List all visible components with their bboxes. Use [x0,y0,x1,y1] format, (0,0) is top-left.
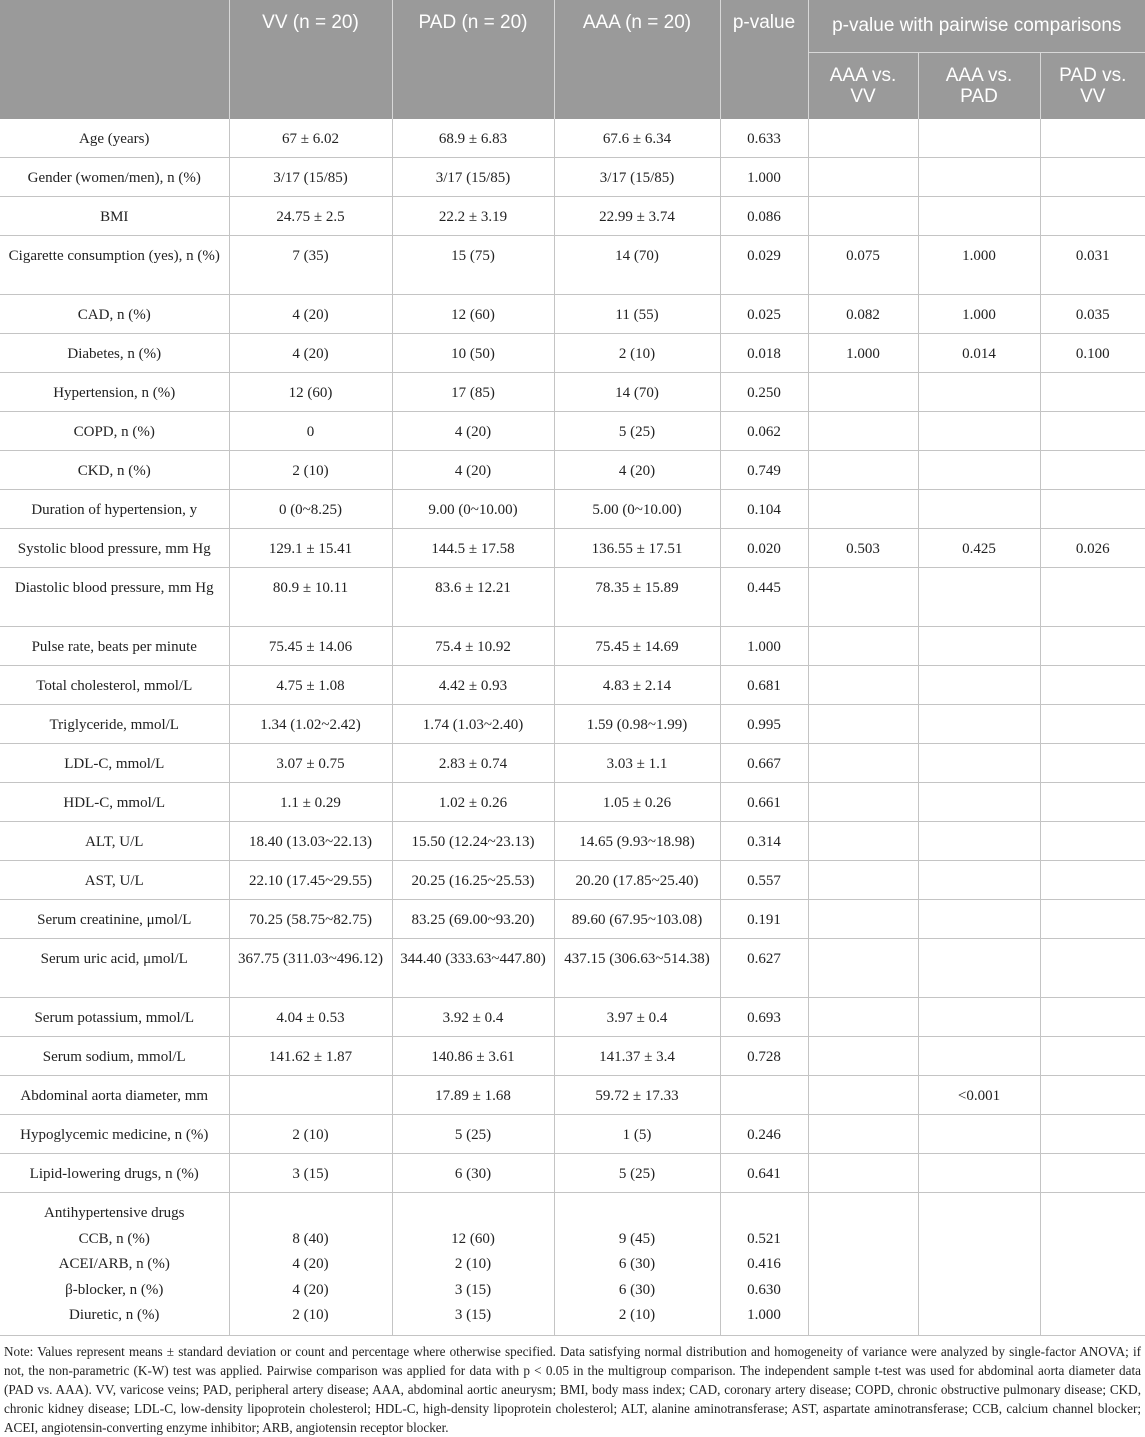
cell-vv: 70.25 (58.75~82.75) [229,900,392,939]
table-row [0,822,1145,861]
cell-aaa-vs-vv [808,783,918,822]
cell-vv: 2 (10) [229,1115,392,1154]
cell-p-value: 0.246 [720,1115,808,1154]
table-row [0,490,1145,529]
cell-pad: 144.5 ± 17.58 [392,529,554,568]
table-row [0,1037,1145,1076]
cell-aaa-vs-vv [808,1037,918,1076]
cell-p-value: 0.314 [720,822,808,861]
cell-pad-vs-vv [1040,1154,1145,1193]
table-row [0,783,1145,822]
cell-label: Gender (women/men), n (%) [0,158,229,197]
cell-aaa-vs-pad [918,1115,1040,1154]
cell-aaa-vs-vv [808,900,918,939]
cell-p-value: 1.000 [720,158,808,197]
cell-vv: 1.1 ± 0.29 [229,783,392,822]
cell-aaa [554,1193,720,1336]
cell-aaa-vs-vv [808,1115,918,1154]
table-row [0,861,1145,900]
cell-aaa-vs-vv: 0.503 [808,529,918,568]
cell-pad-vs-vv [1040,1076,1145,1115]
cell-aaa: 2 (10) [554,334,720,373]
cell-aaa-vs-pad [918,998,1040,1037]
sub-value: 3 (15) [454,1307,492,1323]
cell-pad: 12 (60) [392,295,554,334]
cell-label: COPD, n (%) [0,412,229,451]
cell-vv: 4 (20) [229,295,392,334]
cell-p-value: 0.104 [720,490,808,529]
cell-aaa: 5.00 (0~10.00) [554,490,720,529]
cell-vv [229,1193,392,1336]
sub-value: 2 (10) [618,1307,656,1323]
cell-p-value: 0.445 [720,568,808,627]
cell-aaa: 141.37 ± 3.4 [554,1037,720,1076]
cell-vv: 12 (60) [229,373,392,412]
cell-aaa-vs-pad [918,705,1040,744]
cell-label: Cigarette consumption (yes), n (%) [0,236,229,295]
cell-vv: 129.1 ± 15.41 [229,529,392,568]
cell-aaa-vs-pad: 1.000 [918,295,1040,334]
cell-pad-vs-vv [1040,1037,1145,1076]
cell-pad-vs-vv: 0.026 [1040,529,1145,568]
cell-aaa-vs-pad: 0.425 [918,529,1040,568]
cell-vv: 0 [229,412,392,451]
table-row [0,939,1145,998]
cell-aaa-vs-vv [808,822,918,861]
cell-aaa: 136.55 ± 17.51 [554,529,720,568]
cell-aaa-vs-vv [808,998,918,1037]
table-row [0,998,1145,1037]
cell-pad-vs-vv [1040,490,1145,529]
cell-aaa-vs-pad [918,197,1040,236]
cell-p-value: 0.627 [720,939,808,998]
table-row [0,744,1145,783]
cell-vv: 0 (0~8.25) [229,490,392,529]
cell-aaa-vs-vv [808,1154,918,1193]
cell-pad: 1.74 (1.03~2.40) [392,705,554,744]
cell-pad: 15.50 (12.24~23.13) [392,822,554,861]
cell-p-value: 0.062 [720,412,808,451]
cell-pad: 68.9 ± 6.83 [392,119,554,158]
cell-aaa-vs-vv [808,412,918,451]
table-row [0,334,1145,373]
table-row [0,295,1145,334]
cell-pad [392,1193,554,1336]
sub-label: β-blocker, n (%) [65,1281,164,1298]
cell-aaa-vs-vv [808,861,918,900]
cell-aaa-vs-pad: 1.000 [918,236,1040,295]
cell-pad-vs-vv [1040,783,1145,822]
antihypertensive-heading: Antihypertensive drugs [44,1205,185,1221]
cell-aaa: 14 (70) [554,373,720,412]
cell-pad: 83.25 (69.00~93.20) [392,900,554,939]
cell-aaa: 4 (20) [554,451,720,490]
cell-vv: 2 (10) [229,451,392,490]
sub-value: 0.521 [747,1230,781,1247]
cell-p-value [720,1076,808,1115]
cell-aaa-vs-vv [808,197,918,236]
cell-aaa: 1.59 (0.98~1.99) [554,705,720,744]
header-aaa-vs-vv: AAA vs. VV [808,53,918,120]
cell-pad: 6 (30) [392,1154,554,1193]
header-pairwise: p-value with pairwise comparisons [808,0,1145,53]
cell-p-value: 0.191 [720,900,808,939]
cell-pad: 20.25 (16.25~25.53) [392,861,554,900]
cell-pad: 344.40 (333.63~447.80) [392,939,554,998]
cell-aaa-vs-pad [918,1154,1040,1193]
cell-pad-vs-vv [1040,568,1145,627]
header-aaa-vs-pad: AAA vs. PAD [918,53,1040,120]
sub-value: 9 (45) [618,1230,656,1247]
header-pad-vs-vv: PAD vs. VV [1040,53,1145,120]
cell-aaa-vs-vv [808,627,918,666]
table-row [0,900,1145,939]
cell-aaa: 3.97 ± 0.4 [554,998,720,1037]
cell-pad-vs-vv: 0.100 [1040,334,1145,373]
cell-pad-vs-vv [1040,744,1145,783]
cell-aaa: 89.60 (67.95~103.08) [554,900,720,939]
cell-pad-vs-vv [1040,705,1145,744]
cell-pad: 2.83 ± 0.74 [392,744,554,783]
table-row [0,705,1145,744]
table-row [0,529,1145,568]
cell-aaa-vs-pad [918,822,1040,861]
cell-aaa-vs-vv: 1.000 [808,334,918,373]
cell-aaa-vs-pad [918,666,1040,705]
cell-label: Hypertension, n (%) [0,373,229,412]
sub-value: 8 (40) [292,1230,329,1247]
cell-aaa-vs-pad [918,900,1040,939]
cell-aaa-vs-pad [918,490,1040,529]
cell-aaa: 22.99 ± 3.74 [554,197,720,236]
cell-p-value: 0.693 [720,998,808,1037]
cell-pad-vs-vv [1040,373,1145,412]
cell-pad: 4 (20) [392,451,554,490]
cell-vv: 3/17 (15/85) [229,158,392,197]
cell-pad: 4 (20) [392,412,554,451]
cell-aaa-vs-vv [808,1076,918,1115]
cell-vv: 141.62 ± 1.87 [229,1037,392,1076]
cell-vv: 367.75 (311.03~496.12) [229,939,392,998]
cell-pad: 4.42 ± 0.93 [392,666,554,705]
cell-label: Serum creatinine, μmol/L [0,900,229,939]
cell-aaa: 3/17 (15/85) [554,158,720,197]
cell-label: Hypoglycemic medicine, n (%) [0,1115,229,1154]
cell-label: Age (years) [0,119,229,158]
cell-label: CAD, n (%) [0,295,229,334]
cell-pad: 140.86 ± 3.61 [392,1037,554,1076]
cell-vv: 75.45 ± 14.06 [229,627,392,666]
cell-aaa-vs-vv [808,451,918,490]
cell-aaa-vs-vv [808,490,918,529]
sub-value: 4 (20) [292,1281,329,1298]
cell-pad-vs-vv [1040,939,1145,998]
cell-p-value: 0.557 [720,861,808,900]
cell-vv: 4 (20) [229,334,392,373]
cell-label: Diastolic blood pressure, mm Hg [0,568,229,627]
cell-aaa: 14.65 (9.93~18.98) [554,822,720,861]
cell-aaa-vs-vv [808,373,918,412]
cell-aaa: 20.20 (17.85~25.40) [554,861,720,900]
cell-pad: 75.4 ± 10.92 [392,627,554,666]
table-row [0,1154,1145,1193]
cell-label: LDL-C, mmol/L [0,744,229,783]
cell-label: Serum uric acid, μmol/L [0,939,229,998]
cell-pad: 17 (85) [392,373,554,412]
cell-aaa: 1.05 ± 0.26 [554,783,720,822]
cell-p-value: 0.749 [720,451,808,490]
cell-pad: 5 (25) [392,1115,554,1154]
cell-vv: 4.04 ± 0.53 [229,998,392,1037]
cell-p-value: 0.020 [720,529,808,568]
table-row [0,1076,1145,1115]
cell-aaa: 4.83 ± 2.14 [554,666,720,705]
header-vv: VV (n = 20) [229,0,392,119]
header-aaa: AAA (n = 20) [554,0,720,119]
cell-pad-vs-vv: 0.031 [1040,236,1145,295]
cell-p-value: 0.025 [720,295,808,334]
cell-p-value: 0.661 [720,783,808,822]
cell-vv [229,1076,392,1115]
table-footnote: Note: Values represent means ± standard deviation or count and percentage where otherwise specified. Data satisfying normal distribution and homogeneity of variance were analyzed by single-factor ANOVA; if not, the non-parametric (K-W) test was applied. Pairwise comparison was applied for data with p < 0.05 in the multigroup comparison. The independent sample t-test was used for abdominal aorta diameter data (PAD vs. AAA). VV, varicose veins; PAD, peripheral artery disease; AAA, abdominal aortic aneurysm; BMI, body mass index; CAD, coronary artery disease; COPD, chronic obstructive pulmonary disease; CKD, chronic kidney disease; LDL-C, low-density lipoprotein cholesterol; HDL-C, high-density lipoprotein cholesterol; ALT, alanine aminotransferase; AST, aspartate aminotransferase; CCB, calcium channel blocker; ACEI, angiotensin-converting enzyme inhibitor; ARB, angiotensin receptor blocker. [4,1344,1141,1435]
sub-value: 6 (30) [618,1256,656,1272]
table-row [0,412,1145,451]
cell-pad: 22.2 ± 3.19 [392,197,554,236]
cell-pad-vs-vv [1040,197,1145,236]
cell-aaa-vs-pad [918,744,1040,783]
cell-aaa-vs-vv [808,939,918,998]
table-row [0,158,1145,197]
sub-value: 2 (10) [292,1307,329,1323]
cell-vv: 18.40 (13.03~22.13) [229,822,392,861]
cell-aaa-vs-pad [918,783,1040,822]
cell-pad-vs-vv [1040,1115,1145,1154]
cell-vv: 3 (15) [229,1154,392,1193]
sub-value: 1.000 [747,1307,781,1323]
cell-aaa: 3.03 ± 1.1 [554,744,720,783]
cell-vv: 4.75 ± 1.08 [229,666,392,705]
cell-p-value: 0.633 [720,119,808,158]
cell-vv: 67 ± 6.02 [229,119,392,158]
cell-aaa: 5 (25) [554,1154,720,1193]
cell-p-value: 0.250 [720,373,808,412]
cell-label: Serum potassium, mmol/L [0,998,229,1037]
cell-aaa: 1 (5) [554,1115,720,1154]
cell-label: Diabetes, n (%) [0,334,229,373]
cell-p-value: 0.667 [720,744,808,783]
cell-aaa-vs-pad [918,373,1040,412]
cell-label: HDL-C, mmol/L [0,783,229,822]
cell-aaa-vs-pad [918,1037,1040,1076]
cell-p-value: 0.029 [720,236,808,295]
table-row [0,666,1145,705]
table-body [0,119,1145,1336]
cell-pad: 3/17 (15/85) [392,158,554,197]
cell-aaa-vs-pad: <0.001 [918,1076,1040,1115]
sub-value: 3 (15) [454,1281,492,1298]
table-row [0,627,1145,666]
cell-pad-vs-vv [1040,1193,1145,1336]
sub-value: 6 (30) [618,1281,656,1298]
cell-pad: 83.6 ± 12.21 [392,568,554,627]
cell-label: Total cholesterol, mmol/L [0,666,229,705]
header-pad: PAD (n = 20) [392,0,554,119]
table-row [0,373,1145,412]
cell-pad-vs-vv [1040,451,1145,490]
cell-p-value: 1.000 [720,627,808,666]
cell-aaa: 14 (70) [554,236,720,295]
cell-label: AST, U/L [0,861,229,900]
cell-aaa-vs-pad [918,412,1040,451]
cell-aaa-vs-pad [918,568,1040,627]
cell-aaa: 78.35 ± 15.89 [554,568,720,627]
cell-pad-vs-vv: 0.035 [1040,295,1145,334]
cell-aaa-vs-pad [918,451,1040,490]
cell-aaa-vs-pad [918,861,1040,900]
cell-p-value: 0.018 [720,334,808,373]
cell-pad-vs-vv [1040,998,1145,1037]
table-row [0,451,1145,490]
cell-pad-vs-vv [1040,666,1145,705]
cell-label: Triglyceride, mmol/L [0,705,229,744]
table-row [0,197,1145,236]
cell-aaa-vs-vv [808,158,918,197]
cell-p-value: 0.995 [720,705,808,744]
cell-aaa-vs-pad [918,119,1040,158]
cell-p-value: 0.728 [720,1037,808,1076]
table-header [0,0,1145,119]
cell-pad-vs-vv [1040,861,1145,900]
cell-pad: 10 (50) [392,334,554,373]
cell-aaa-vs-vv: 0.082 [808,295,918,334]
cell-aaa-vs-vv [808,705,918,744]
cell-p-value: 0.086 [720,197,808,236]
cell-aaa-vs-vv [808,744,918,783]
cell-label: Serum sodium, mmol/L [0,1037,229,1076]
cell-label: Duration of hypertension, y [0,490,229,529]
cell-label: ALT, U/L [0,822,229,861]
cell-aaa-vs-vv [808,119,918,158]
cell-vv: 3.07 ± 0.75 [229,744,392,783]
cell-pad: 9.00 (0~10.00) [392,490,554,529]
cell-aaa-vs-vv [808,1193,918,1336]
cell-vv: 80.9 ± 10.11 [229,568,392,627]
cell-aaa-vs-pad [918,627,1040,666]
cell-label: Abdominal aorta diameter, mm [0,1076,229,1115]
cell-vv: 7 (35) [229,236,392,295]
table-row-antihypertensive [0,1193,1145,1336]
sub-label: Diuretic, n (%) [69,1307,160,1323]
cell-aaa: 5 (25) [554,412,720,451]
cell-label: Lipid-lowering drugs, n (%) [0,1154,229,1193]
cell-vv: 24.75 ± 2.5 [229,197,392,236]
cell-p-value [720,1193,808,1336]
table-row [0,236,1145,295]
sub-value: 0.416 [747,1256,781,1272]
cell-aaa-vs-pad [918,1193,1040,1336]
cell-label: Systolic blood pressure, mm Hg [0,529,229,568]
cell-aaa: 67.6 ± 6.34 [554,119,720,158]
cell-aaa-vs-vv: 0.075 [808,236,918,295]
cell-pad-vs-vv [1040,158,1145,197]
cell-aaa: 59.72 ± 17.33 [554,1076,720,1115]
cell-aaa-vs-pad [918,158,1040,197]
cell-aaa-vs-pad: 0.014 [918,334,1040,373]
cell-p-value: 0.641 [720,1154,808,1193]
sub-value: 0.630 [747,1281,781,1298]
cell-aaa-vs-pad [918,939,1040,998]
cell-pad: 17.89 ± 1.68 [392,1076,554,1115]
sub-value: 4 (20) [292,1256,329,1272]
cell-p-value: 0.681 [720,666,808,705]
sub-value: 2 (10) [454,1256,492,1272]
header-blank [0,0,229,119]
cell-aaa: 75.45 ± 14.69 [554,627,720,666]
cell-vv: 22.10 (17.45~29.55) [229,861,392,900]
sub-label: CCB, n (%) [78,1230,150,1247]
cell-pad-vs-vv [1040,627,1145,666]
cell-pad: 1.02 ± 0.26 [392,783,554,822]
cell-label: Pulse rate, beats per minute [0,627,229,666]
cell-pad: 3.92 ± 0.4 [392,998,554,1037]
cell-pad: 15 (75) [392,236,554,295]
cell-pad-vs-vv [1040,900,1145,939]
cell-label [0,1193,229,1336]
cell-label: CKD, n (%) [0,451,229,490]
table-row [0,119,1145,158]
cell-pad-vs-vv [1040,822,1145,861]
table-row [0,1115,1145,1154]
cell-pad-vs-vv [1040,412,1145,451]
cell-aaa: 437.15 (306.63~514.38) [554,939,720,998]
cell-pad-vs-vv [1040,119,1145,158]
cell-label: BMI [0,197,229,236]
cell-aaa-vs-vv [808,568,918,627]
sub-label: ACEI/ARB, n (%) [58,1256,170,1272]
cell-aaa: 11 (55) [554,295,720,334]
header-p-value: p-value [720,0,808,119]
sub-value: 12 (60) [451,1230,495,1247]
cell-aaa-vs-vv [808,666,918,705]
table-row [0,568,1145,627]
cell-vv: 1.34 (1.02~2.42) [229,705,392,744]
